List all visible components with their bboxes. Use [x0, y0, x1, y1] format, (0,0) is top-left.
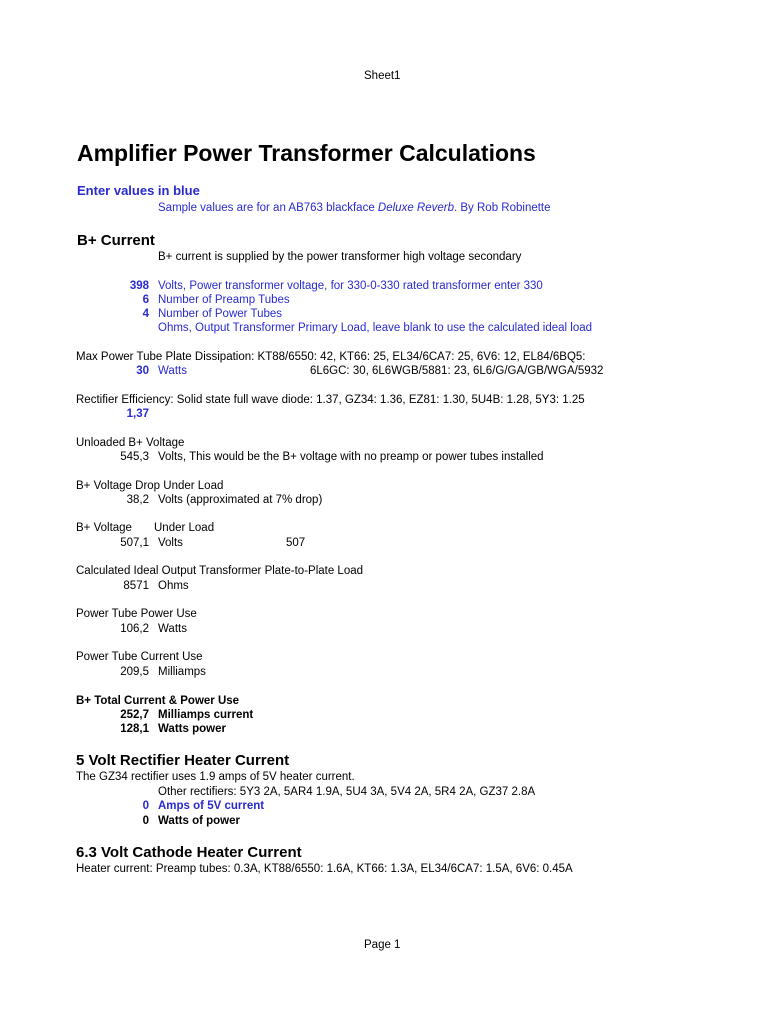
under-load-unit: Volts — [158, 537, 183, 549]
five-volt-watts-unit: Watts of power — [158, 815, 240, 827]
total-current-unit: Milliamps current — [158, 709, 254, 721]
ot-load-label: Calculated Ideal Output Transformer Plate-to-Plate Load — [76, 565, 364, 577]
input-power-tubes[interactable]: 4 — [142, 308, 149, 320]
sample-note-c: . By Rob Robinette — [454, 202, 551, 214]
label-ot-load: Ohms, Output Transformer Primary Load, leave blank to use the calculated ideal load — [158, 322, 593, 334]
five-volt-heading: 5 Volt Rectifier Heater Current — [76, 752, 290, 769]
unloaded-value: 545,3 — [120, 451, 149, 463]
enter-values-note: Enter values in blue — [77, 183, 200, 198]
label-preamp-tubes: Number of Preamp Tubes — [158, 294, 290, 306]
current-use-label: Power Tube Current Use — [76, 651, 203, 663]
five-volt-other: Other rectifiers: 5Y3 2A, 5AR4 1.9A, 5U4 3A, 5V4 2A, 5R4 2A, GZ37 2.8A — [158, 786, 536, 798]
five-volt-amps-unit: Amps of 5V current — [158, 800, 265, 812]
power-use-value: 106,2 — [120, 623, 149, 635]
unloaded-label: Unloaded B+ Voltage — [76, 437, 185, 449]
input-rectifier-efficiency[interactable]: 1,37 — [126, 408, 149, 420]
dissipation-label: Max Power Tube Plate Dissipation: KT88/6550: 42, KT66: 25, EL34/6CA7: 25, 6V6: 12, EL84/6BQ5: — [76, 351, 586, 363]
bplus-current-desc: B+ current is supplied by the power transformer high voltage secondary — [158, 251, 522, 263]
page-footer: Page 1 — [364, 939, 401, 951]
current-use-unit: Milliamps — [158, 666, 206, 678]
six-volt-heading: 6.3 Volt Cathode Heater Current — [76, 844, 302, 861]
under-load-label-a: B+ Voltage — [76, 522, 132, 534]
input-5v-amps[interactable]: 0 — [142, 800, 149, 812]
sheet-header: Sheet1 — [364, 70, 401, 82]
under-load-rounded: 507 — [286, 537, 306, 549]
rectifier-label: Rectifier Efficiency: Solid state full wave diode: 1.37, GZ34: 1.36, EZ81: 1.30, 5U4B: 1.28, 5Y3: 1.25 — [76, 394, 585, 406]
under-load-value: 507,1 — [120, 537, 149, 549]
input-plate-dissipation[interactable]: 30 — [136, 365, 149, 377]
unloaded-unit: Volts, This would be the B+ voltage with no preamp or power tubes installed — [158, 451, 544, 463]
total-power-value: 128,1 — [120, 723, 149, 735]
page-title: Amplifier Power Transformer Calculations — [77, 140, 536, 166]
ot-load-unit: Ohms — [158, 580, 189, 592]
total-power-unit: Watts power — [158, 723, 226, 735]
total-current-value: 252,7 — [120, 709, 149, 721]
power-use-label: Power Tube Power Use — [76, 608, 197, 620]
bplus-current-heading: B+ Current — [77, 232, 155, 249]
five-volt-watts-value: 0 — [142, 815, 149, 827]
total-heading: B+ Total Current & Power Use — [76, 695, 240, 707]
drop-unit: Volts (approximated at 7% drop) — [158, 494, 323, 506]
sample-note — [158, 201, 551, 215]
under-load-label-b: Under Load — [154, 522, 215, 534]
dissipation-extra: 6L6GC: 30, 6L6WGB/5881: 23, 6L6/G/GA/GB/WGA/5932 — [310, 365, 604, 377]
drop-label: B+ Voltage Drop Under Load — [76, 480, 224, 492]
drop-value: 38,2 — [126, 494, 149, 506]
label-transformer-voltage: Volts, Power transformer voltage, for 330-0-330 rated transformer enter 330 — [158, 280, 543, 292]
six-volt-desc: Heater current: Preamp tubes: 0.3A, KT88/6550: 1.6A, KT66: 1.3A, EL34/6CA7: 1.5A, 6V6: 0.45A — [76, 863, 573, 875]
sample-note-a: Sample values are for an AB763 blackface — [158, 202, 378, 214]
ot-load-value: 8571 — [123, 580, 149, 592]
five-volt-desc: The GZ34 rectifier uses 1.9 amps of 5V heater current. — [76, 771, 355, 783]
input-transformer-voltage[interactable]: 398 — [129, 280, 149, 292]
input-preamp-tubes[interactable]: 6 — [142, 294, 149, 306]
current-use-value: 209,5 — [120, 666, 149, 678]
sample-note-model: Deluxe Reverb — [377, 202, 454, 214]
label-power-tubes: Number of Power Tubes — [158, 308, 283, 320]
power-use-unit: Watts — [158, 623, 187, 635]
dissipation-unit: Watts — [158, 365, 187, 377]
